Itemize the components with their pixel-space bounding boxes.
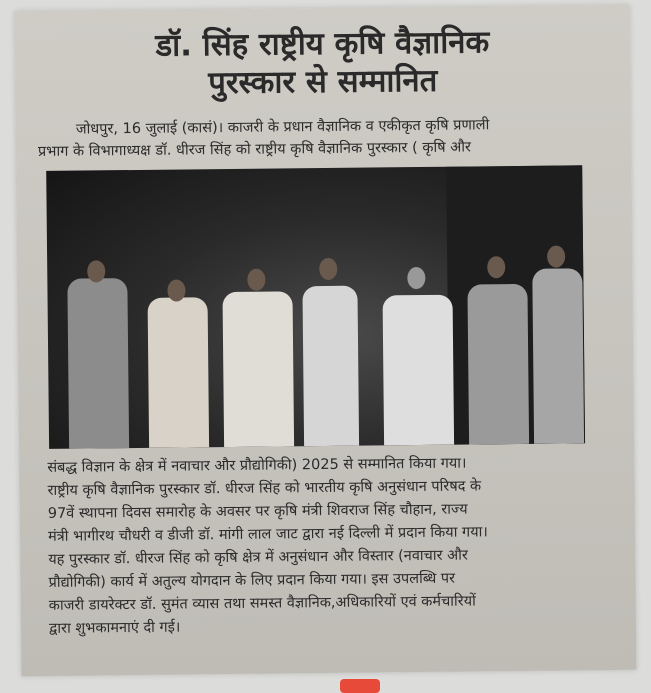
body-line: 97वें स्थापना दिवस समारोह के अवसर पर कृषि मंत्री शिवराज सिंह चौहान, राज्य bbox=[47, 501, 468, 522]
person bbox=[467, 284, 529, 445]
newspaper-clipping bbox=[15, 5, 637, 676]
headline: डॉ. सिंह राष्ट्रीय कृषि वैज्ञानिक bbox=[155, 24, 490, 64]
award-ceremony-photo bbox=[46, 165, 585, 449]
body-line: द्वारा शुभकामनाएं दी गई। bbox=[48, 619, 181, 637]
head bbox=[319, 258, 337, 280]
person bbox=[383, 295, 455, 446]
body-line: संबद्ध विज्ञान के क्षेत्र में नवाचार और प्रौद्योगिकी) 2025 से सम्मानित किया गया। bbox=[47, 455, 467, 476]
head bbox=[487, 256, 505, 278]
person bbox=[148, 297, 210, 448]
head bbox=[247, 269, 265, 291]
body-line: प्रौद्योगिकी) कार्य में अतुल्य योगदान के लिए प्रदान किया गया। इस उपलब्धि पर bbox=[48, 570, 456, 591]
body-line: प्रभाग के विभागाध्यक्ष डॉ. धीरज सिंह को राष्ट्रीय कृषि वैज्ञानिक पुरस्कार ( कृषि और bbox=[37, 139, 472, 160]
person bbox=[302, 286, 359, 447]
head bbox=[167, 279, 185, 301]
body-line: यह पुरस्कार डॉ. धीरज सिंह को कृषि क्षेत्र में अनुसंधान और विस्तार (नवाचार और bbox=[48, 547, 468, 568]
person bbox=[67, 278, 129, 449]
person bbox=[222, 291, 294, 447]
head bbox=[87, 260, 105, 282]
headline-line-2: पुरस्कार से सम्मानित bbox=[208, 62, 438, 102]
head bbox=[547, 245, 565, 267]
body-line: जोधपुर, 16 जुलाई (कासं)। काजरी के प्रधान वैज्ञानिक व एकीकृत कृषि प्रणाली bbox=[75, 117, 490, 138]
red-object bbox=[340, 679, 380, 693]
body-line: मंत्री भागीरथ चौधरी व डीजी डॉ. मांगी लाल जाट द्वारा नई दिल्ली में प्रदान किया गया। bbox=[47, 524, 488, 545]
person bbox=[532, 268, 584, 444]
body-line: राष्ट्रीय कृषि वैज्ञानिक पुरस्कार डॉ. धीरज सिंह को भारतीय कृषि अनुसंधान परिषद के bbox=[47, 478, 482, 499]
head bbox=[407, 267, 425, 289]
body-line: काजरी डायरेक्टर डॉ. सुमंत व्यास तथा समस्त वैज्ञानिक,अधिकारियों एवं कर्मचारियों bbox=[48, 593, 476, 614]
